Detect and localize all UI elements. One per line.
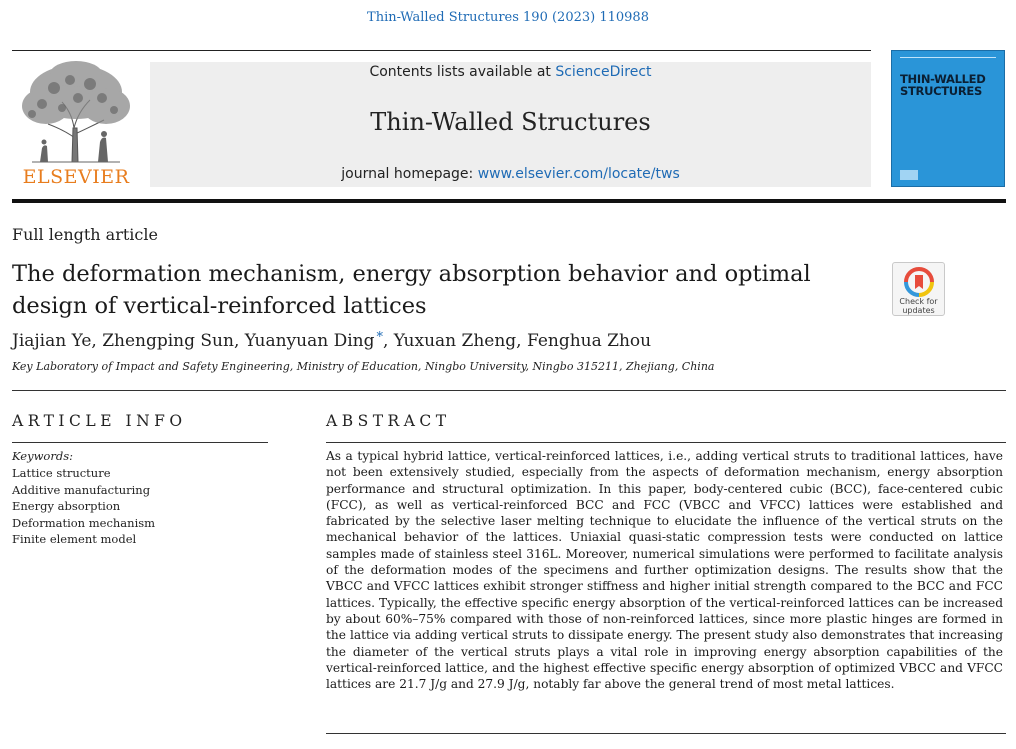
journal-masthead — [150, 62, 871, 187]
section-divider — [12, 390, 1006, 391]
article-info-heading: ARTICLE INFO — [12, 412, 187, 430]
keyword-item: Additive manufacturing — [12, 482, 151, 497]
abstract-text: As a typical hybrid lattice, vertical-reinforced lattices, i.e., adding vertical struts to traditional lattices, have not been extensively studied, especially from the aspects of deformation mechanism, energy absorption performance and structural optimization. In this paper, body-centered cubic (BCC), face-centered cubic (FCC), as well as vertical-reinforced BCC and FCC (VBCC and VFCC) lattices were established and fabricated by the selective laser melting technique to elucidate the influence of the vertical struts on the mechanical behavior of the lattices. Uniaxial quasi-static compression tests were conducted on lattice samples made of stainless steel 316L. Moreover, numerical simulations were performed to facilitate analysis of the deformation modes of the specimens and further optimization designs. The results show that the VBCC and VFCC lattices exhibit stronger stiffness and higher initial strength compared to the BCC and FCC lattices. Typically, the effective specific energy absorption of the vertical-reinforced lattices can be increased by about 60%–75% compared with those of non-reinforced lattices, since more plastic hinges are formed in the lattice via adding vertical struts to dissipate energy. The present study also demonstrates that increasing the diameter of the vertical struts plays a vital role in improving energy absorption capabilities of the vertical-reinforced lattice, and the highest effective specific energy absorption of optimized VBCC and VFCC lattices are 21.7 J/g and 27.9 J/g, notably far above the general trend of most metal lattices. — [326, 449, 1003, 692]
journal-cover-image[interactable] — [891, 50, 1005, 187]
updates-label: updates — [902, 306, 935, 315]
corresponding-author-mark[interactable]: * — [376, 330, 383, 345]
cover-title — [900, 73, 998, 97]
authors-before: Jiajian Ye, Zhengping Sun, Yuanyuan Ding — [12, 331, 375, 351]
journal-title: Thin-Walled Structures — [370, 108, 651, 136]
keyword-item: Energy absorption — [12, 499, 121, 513]
contents-line — [150, 64, 871, 80]
cover-header-line — [900, 57, 996, 61]
sciencedirect-link[interactable]: ScienceDirect — [555, 64, 652, 80]
cover-logo-mark — [900, 170, 918, 180]
abstract-rule — [326, 442, 1006, 443]
abstract-bottom-rule — [326, 733, 1006, 734]
journal-citation[interactable]: Thin-Walled Structures 190 (2023) 110988 — [367, 10, 649, 25]
cover-title-line1: THIN-WALLED — [900, 72, 986, 86]
header-divider — [12, 199, 1006, 203]
homepage-line — [150, 166, 871, 182]
publisher-name: ELSEVIER — [22, 166, 130, 188]
check-for-updates-button[interactable] — [892, 262, 945, 316]
keyword-item: Finite element model — [12, 532, 137, 546]
article-info-rule — [12, 442, 268, 443]
homepage-prefix: journal homepage: — [341, 166, 478, 182]
cover-title-line2: STRUCTURES — [900, 84, 982, 98]
check-for-label: Check for — [899, 297, 938, 306]
author-list — [12, 330, 651, 351]
journal-homepage-link[interactable]: www.elsevier.com/locate/tws — [477, 166, 680, 182]
elsevier-logo[interactable] — [12, 58, 140, 188]
article-type: Full length article — [12, 225, 158, 244]
keywords-list — [12, 465, 155, 548]
elsevier-tree-icon — [12, 58, 140, 166]
keyword-item: Deformation mechanism — [12, 515, 156, 530]
top-divider — [12, 50, 871, 51]
keyword-item: Lattice structure — [12, 466, 111, 480]
authors-after: , Yuxuan Zheng, Fenghua Zhou — [382, 331, 652, 351]
article-title: The deformation mechanism, energy absorption behavior and optimal design of vertical-reinforced lattices — [12, 261, 811, 319]
author-affiliation: Key Laboratory of Impact and Safety Engineering, Ministry of Education, Ningbo University, Ningbo 315211, Zhejiang, China — [12, 360, 715, 373]
abstract-heading: ABSTRACT — [326, 412, 451, 430]
contents-prefix: Contents lists available at — [369, 64, 556, 80]
crossmark-icon — [904, 267, 934, 297]
keywords-label: Keywords: — [12, 449, 73, 463]
